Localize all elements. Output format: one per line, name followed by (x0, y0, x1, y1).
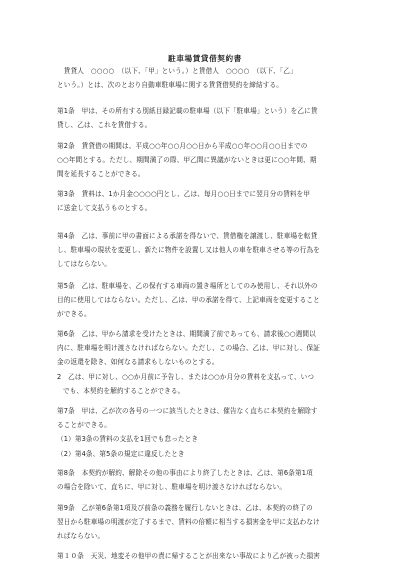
document-title: 駐車場賃貸借契約書 (168, 54, 242, 63)
text-line: 第2条 賃貸借の期間は、平成○○年○○月○○日から平成○○年○○月○○日までの (57, 142, 308, 150)
text-line: ればならない。 (57, 532, 105, 541)
text-line: ○○年間とする。ただし、期間満了の際、甲乙間に異議がないときは更に○○年間、期 (57, 156, 317, 165)
text-line: ることができる。 (57, 421, 111, 430)
text-line: 第4条 乙は、事前に甲の書面による承諾を得ないで、賃借権を譲渡し、駐車場を転貸 (57, 232, 318, 240)
text-line: の場合を除いて、直ちに、甲に対し、駐車場を明け渡さなければならない。 (57, 483, 287, 492)
text-line: 第8条 本契約が解約、解除その他の事由により終了したときは、乙は、第6条第1項 (57, 469, 313, 477)
text-line: 第7条 甲は、乙が次の各号の一つに該当したときは、催告なく直ちに本契約を解除す (57, 407, 318, 415)
text-line: 内に、駐車場を明け渡さなければならない。ただし、この場合、乙は、甲に対し、保証 (57, 344, 321, 353)
text-line: （2）第4条、第5条の規定に違反したとき (57, 449, 185, 458)
article-4-paragraph (57, 229, 357, 272)
article-3-paragraph (57, 187, 357, 215)
text-line: 第3条 賃料は、1か月金○○○○円とし、乙は、毎月○○日までに翌月分の賃料を甲 (57, 190, 311, 198)
text-line: 第5条 乙は、駐車場を、乙の保有する車両の置き場所としてのみ使用し、それ以外の (57, 282, 318, 290)
article-10-paragraph (57, 549, 357, 563)
article-2-paragraph (57, 139, 357, 182)
text-line: 賃貸人 ○○○○ （以下、「甲」という。）と賃借人 ○○○○ （以下、「乙」 (57, 67, 297, 75)
text-line: という。）とは、次のとおり自動車駐車場に関する賃貸借契約を締結する。 (57, 81, 283, 90)
text-line: ができる。 (57, 310, 91, 319)
text-line: 第6条 乙は、甲から請求を受けたときは、期間満了前であっても、請求後○○週間以 (57, 330, 316, 338)
text-line: 2 乙は、甲に対し、○○か月前に予告し、または○○か月分の賃料を支払って、いつ (57, 372, 315, 381)
text-line: してはならない。 (57, 260, 111, 269)
article-1-paragraph (57, 104, 357, 132)
text-line: し、駐車場の現状を変更し、新たに物件を設置し又は他人の車を駐車させる等の行為を (57, 246, 321, 255)
preamble-paragraph (57, 64, 357, 92)
text-line: （1）第3条の賃料の支払を1回でも怠ったとき (57, 435, 199, 444)
article-7-paragraph (57, 404, 357, 461)
article-9-paragraph (57, 501, 357, 544)
text-line: 貸し、乙は、これを賃借する。 (57, 121, 152, 130)
text-line: 翌日から駐車場の明渡が完了するまで、賃料の倍額に相当する損害金を甲に支払わなけ (57, 518, 320, 527)
article-6-paragraph (57, 327, 357, 398)
text-line: 間を延長することができる。 (57, 170, 145, 179)
text-line: 目的に使用してはならない。ただし、乙は、甲の承諾を得て、上記車両を変更すること (57, 296, 320, 305)
text-line: 金の返還を除き、如何なる請求もしないものとする。 (57, 358, 219, 367)
text-line: でも、本契約を解約することができる。 (63, 386, 185, 395)
text-line: 第１０条 天災、地変その他甲の責に帰することが出来ない事故により乙が被った損害 (57, 552, 321, 560)
text-line: 第1条 甲は、その所有する別紙目録記載の駐車場（以下「駐車場」という）を乙に賃 (57, 107, 318, 115)
article-8-paragraph (57, 466, 357, 494)
article-5-paragraph (57, 279, 357, 322)
text-line: に送金して支払うものとする。 (57, 204, 152, 213)
text-line: 第9条 乙が第6条第1項及び前条の義務を履行しないときは、乙は、本契約の終了の (57, 504, 313, 512)
